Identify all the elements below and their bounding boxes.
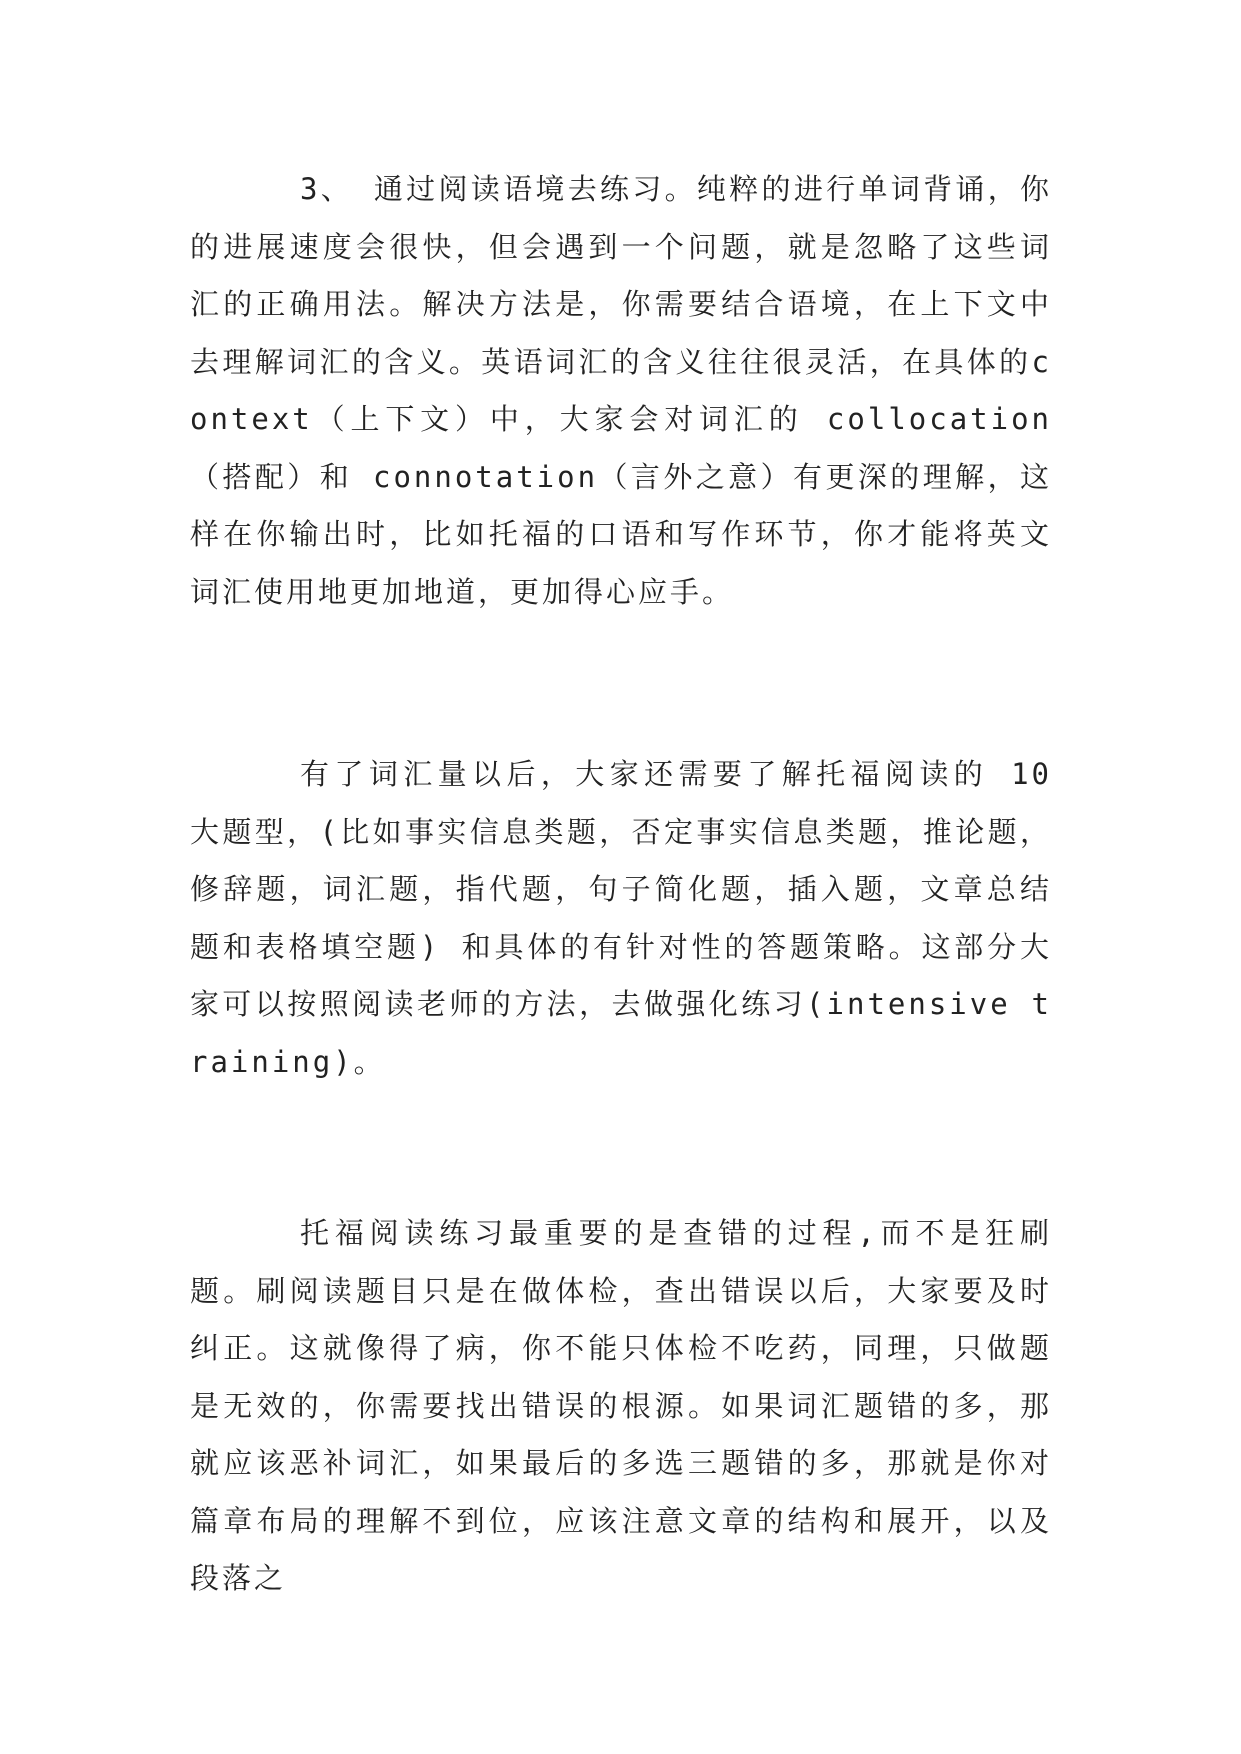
paragraph-error-review: 托福阅读练习最重要的是查错的过程,而不是狂刷题。刷阅读题目只是在做体检，查出错误以后，大家要及时纠正。这就像得了病，你不能只体检不吃药，同理，只做题是无效的，你需要找出错误的根源。如果词汇题错的多，那就应该恶补词汇，如果最后的多选三题错的多，那就是你对篇章布局的理解不到位，应该注意文章的结构和展开，以及段落之 <box>190 1216 1052 1595</box>
paragraph-context-practice: 3、 通过阅读语境去练习。纯粹的进行单词背诵，你的进展速度会很快，但会遇到一个问题，就是忽略了这些词汇的正确用法。解决方法是，你需要结合语境，在上下文中去理解词汇的含义。英语词汇的含义往往很灵活，在具体的context（上下文）中，大家会对词汇的 collocation（搭配）和 connotation（言外之意）有更深的理解，这样在你输出时，比如托福的口语和写作环节，你才能将英文词汇使用地更加地道，更加得心应手。 <box>190 172 1052 609</box>
paragraph-question-types: 有了词汇量以后，大家还需要了解托福阅读的 10 大题型，(比如事实信息类题，否定事实信息类题，推论题，修辞题，词汇题，指代题，句子简化题，插入题，文章总结题和表格填空题) 和具体的有针对性的答题策略。这部分大家可以按照阅读老师的方法，去做强化练习(intensive training)。 <box>190 757 1052 1079</box>
